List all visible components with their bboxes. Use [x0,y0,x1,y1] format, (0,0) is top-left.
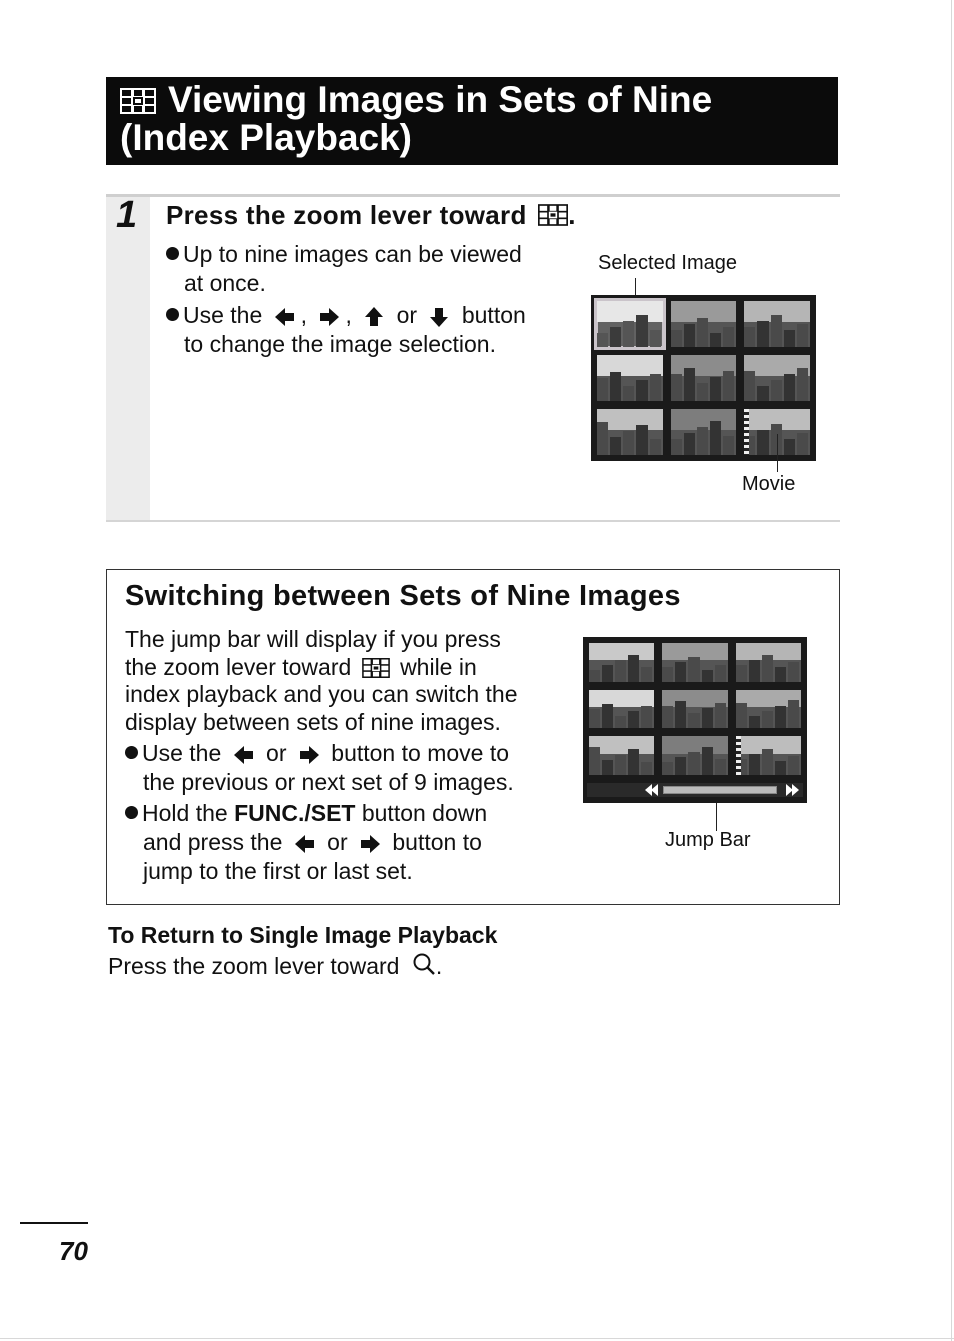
step-top-rule [106,194,840,197]
up-arrow-icon [364,307,384,327]
thumbnail-image [589,643,654,682]
bullet-dot [125,806,138,819]
selected-leader-line [635,278,636,296]
para-text: the zoom lever toward [125,653,352,680]
rewind-icon [645,783,659,797]
comma: , [300,302,308,328]
bullet-text: button [461,302,526,328]
para-text: and press the [143,829,283,855]
page-edge-bottom [0,1338,954,1339]
left-arrow-icon [295,834,315,854]
bullet-dot [125,746,138,759]
para-line: jump to the first or last set. [143,858,413,884]
bullet-text-cont: to change the image selection. [184,331,496,357]
switching-bullet-2 [125,799,487,886]
index-playback-icon [120,88,156,114]
step-bottom-rule [106,520,840,522]
bullet-text: Up to nine images can be viewed [183,241,522,267]
caption-selected-image: Selected Image [598,252,737,274]
comma: , [345,302,352,328]
right-arrow-icon [319,307,339,327]
return-text [108,952,442,980]
title-banner [106,77,838,165]
thumbnail-image [744,355,810,401]
fast-forward-icon [785,783,799,797]
jump-bar-track [663,786,777,794]
caption-movie: Movie [742,473,796,495]
switching-paragraph [125,626,518,736]
magnify-icon [412,952,436,976]
index-screen-preview [591,295,816,461]
para-line [125,799,487,828]
down-arrow-icon [429,307,449,327]
jump-screen-preview [583,637,807,803]
step-heading [166,200,576,231]
right-arrow-icon [299,745,319,765]
return-text-end: . [435,953,443,979]
thumbnail-image [736,643,801,682]
movie-leader-line [777,434,778,472]
para-line [125,828,487,857]
switching-title: Switching between Sets of Nine Images [125,580,681,612]
step-heading-text: Press the zoom lever toward [166,200,527,230]
step-heading-end: . [568,200,576,230]
para-line: the previous or next set of 9 images. [143,769,514,795]
jump-leader-line [716,803,717,831]
thumbnail-image [589,736,654,775]
thumbnail-image [744,301,810,347]
bullet-text: Use the [183,302,263,328]
para-text: while in [400,653,477,680]
thumbnail-image [597,355,663,401]
para-text: button down [355,800,488,826]
index-playback-icon [538,204,568,226]
step-bullet-1 [166,240,522,298]
bullet-text-cont: at once. [184,270,266,296]
left-arrow-icon [275,307,295,327]
para-line [125,739,514,768]
thumbnail-image [736,736,801,775]
thumbnail-image [671,409,737,455]
return-title: To Return to Single Image Playback [108,922,498,948]
para-line: index playback and you can switch the [125,681,518,707]
step-1-section [106,194,840,522]
switching-box [106,569,840,905]
para-text: Hold the [142,800,235,826]
index-playback-icon [362,658,390,678]
thumbnail-image [662,690,727,729]
caption-jump-bar: Jump Bar [665,829,751,851]
para-text: button to [392,829,482,855]
bullet-dot [166,308,179,321]
switching-bullet-1 [125,739,514,797]
or-text: or [327,829,348,855]
thumbnail-image [671,301,737,347]
page-edge-right [951,0,952,1341]
page-number-rule [20,1222,88,1224]
thumbnail-image [589,690,654,729]
step-bullet-2 [166,301,526,359]
or-text: or [266,740,287,766]
thumbnail-image [597,409,663,455]
title-line-1 [120,81,838,119]
thumbnail-image [597,301,663,347]
bullet-dot [166,247,179,260]
thumbnail-image [662,736,727,775]
para-line: display between sets of nine images. [125,708,501,735]
thumbnail-image [671,355,737,401]
thumbnail-image [662,643,727,682]
page-number: 70 [59,1236,88,1266]
para-text: button to move to [331,740,510,766]
para-text: Use the [142,740,222,766]
para-line [125,654,518,682]
title-text-2: (Index Playback) [120,117,413,158]
right-arrow-icon [360,834,380,854]
func-set-label: FUNC./SET [234,800,356,826]
jump-bar [587,783,803,797]
title-text-1: Viewing Images in Sets of Nine [168,79,713,120]
return-text-body: Press the zoom lever toward [108,953,400,979]
step-number: 1 [116,194,138,236]
left-arrow-icon [234,745,254,765]
or-text: or [396,302,418,328]
step-side-bar [106,197,150,520]
para-line: The jump bar will display if you press [125,626,501,652]
thumbnail-image [736,690,801,729]
